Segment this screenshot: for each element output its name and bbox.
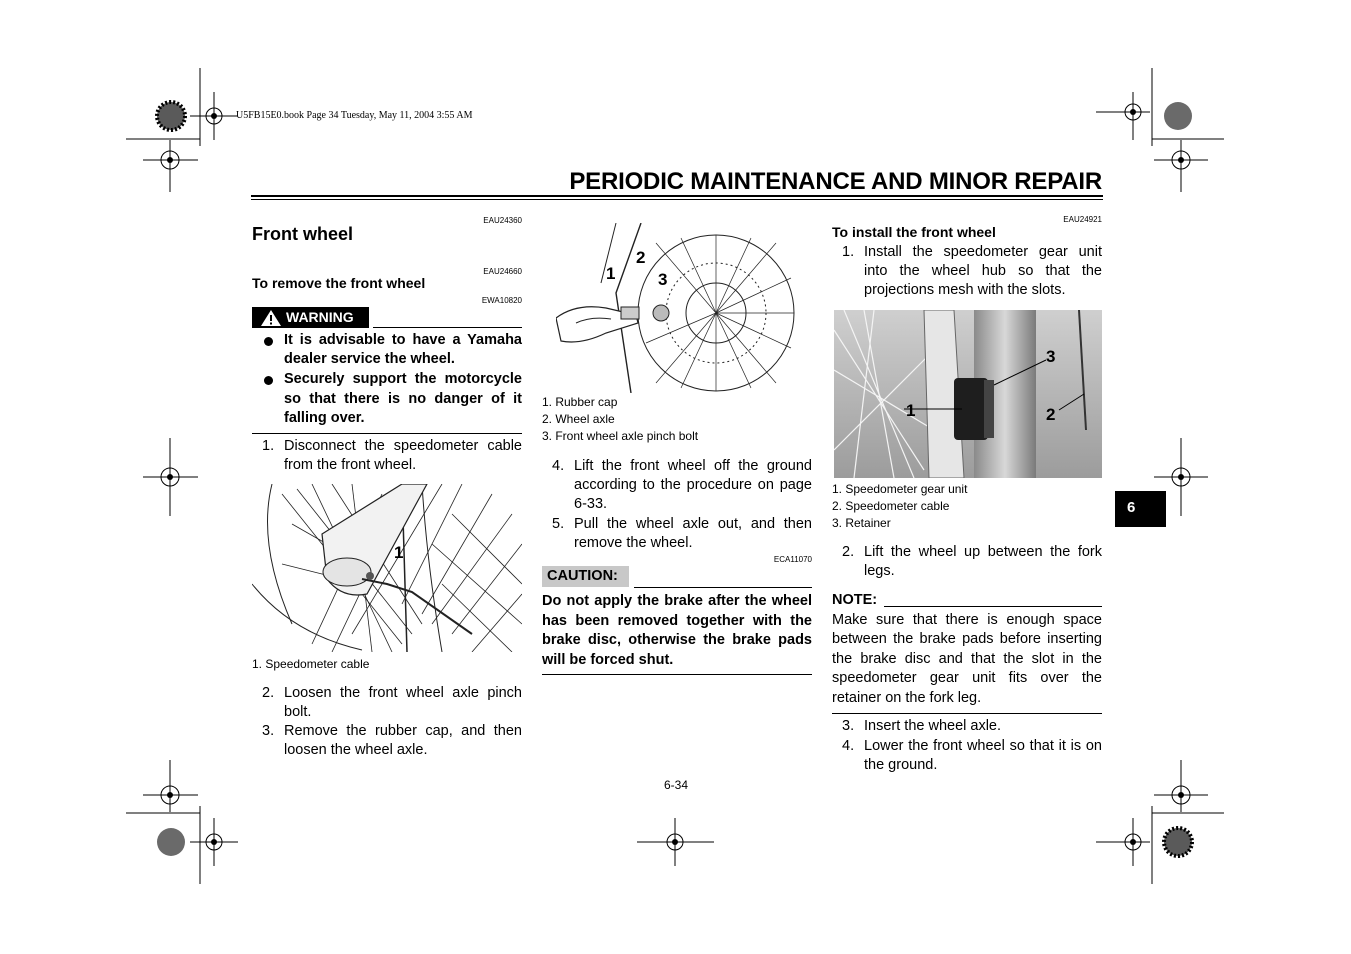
warning-rule	[373, 327, 522, 328]
caution-end-rule	[542, 674, 812, 675]
figure-speedometer-gear	[834, 310, 1102, 478]
warning-code: EWA10820	[481, 296, 522, 305]
warning-bullets	[262, 331, 522, 429]
figure-callout: 1	[906, 401, 916, 420]
figure-caption: 1. Speedometer gear unit 2. Speedometer cable 3. Retainer	[832, 482, 968, 531]
caution-code: ECA11070	[773, 555, 812, 564]
figure-callout: 1	[394, 543, 404, 562]
page-number: 6-34	[663, 778, 689, 792]
step-1-remove: 1. Disconnect the speedometer cable from the front wheel.	[262, 438, 522, 474]
warning-label	[252, 307, 369, 328]
step-2-remove: 2. Loosen the front wheel axle pinch bolt.	[262, 685, 522, 721]
subsection-code: EAU24921	[1063, 215, 1102, 224]
step-4-remove: 4. Lift the front wheel off the ground according to the procedure on page 6-33.	[552, 458, 812, 513]
subsection-code: EAU24660	[483, 267, 522, 276]
book-file-line: U5FB15E0.book Page 34 Tuesday, May 11, 2004 3:55 AM	[236, 110, 473, 121]
figure-callout: 2	[636, 248, 646, 267]
axle-illustration	[556, 223, 796, 393]
warning-triangle-icon	[260, 309, 282, 327]
warning-bullet: It is advisable to have a Yamaha dealer service the wheel.	[262, 331, 522, 369]
step-3-install: 3. Insert the wheel axle.	[842, 718, 1002, 734]
note-text: Make sure that there is enough space between the brake pads before inserting the brake disc and that the slot in the speedometer gear unit fits over the retainer on the fork leg.	[832, 612, 1102, 706]
figure-axle-pinch-bolt	[556, 223, 796, 393]
warning-end-rule	[252, 433, 522, 434]
page-title: PERIODIC MAINTENANCE AND MINOR REPAIR	[569, 168, 1102, 195]
figure-speedometer-cable	[252, 484, 522, 652]
step-1-install: 1. Install the speedometer gear unit into the wheel hub so that the projections mesh with the slots.	[842, 244, 1102, 299]
note-rule	[884, 606, 1102, 607]
caution-text: Do not apply the brake after the wheel has been removed together with the brake disc, otherwise the brake pads will be forced shut.	[542, 593, 812, 668]
figure-callout: 3	[1046, 347, 1056, 366]
figure-callout: 3	[658, 270, 668, 289]
section-heading: Front wheel	[252, 224, 354, 244]
subsection-heading: To install the front wheel	[832, 224, 996, 240]
figure-caption: 1. Speedometer cable	[252, 657, 370, 671]
note-end-rule	[832, 713, 1102, 714]
step-4-install: 4. Lower the front wheel so that it is on the ground.	[842, 738, 1102, 774]
note-label: NOTE:	[832, 592, 878, 608]
warning-label-text: WARNING	[286, 309, 354, 325]
warning-bullet: Securely support the motorcycle so that there is no danger of it falling over.	[262, 370, 522, 428]
step-5-remove: 5. Pull the wheel axle out, and then remove the wheel.	[552, 516, 812, 552]
figure-caption: 1. Rubber cap 2. Wheel axle 3. Front wheel axle pinch bolt	[542, 395, 699, 444]
step-2-install: 2. Lift the wheel up between the fork legs.	[842, 544, 1102, 580]
section-code: EAU24360	[483, 216, 522, 225]
caution-rule	[634, 587, 812, 588]
chapter-tab: 6	[1115, 491, 1166, 527]
gear-unit-photo	[834, 310, 1102, 478]
wheel-photo-illustration	[252, 484, 522, 652]
figure-callout: 2	[1046, 405, 1056, 424]
caution-label: CAUTION:	[542, 566, 629, 587]
step-3-remove: 3. Remove the rubber cap, and then loosen the wheel axle.	[262, 723, 522, 759]
header-rule	[251, 195, 1103, 197]
header-rule-thin	[251, 199, 1103, 200]
figure-callout: 1	[606, 264, 616, 283]
subsection-heading: To remove the front wheel	[252, 275, 426, 291]
